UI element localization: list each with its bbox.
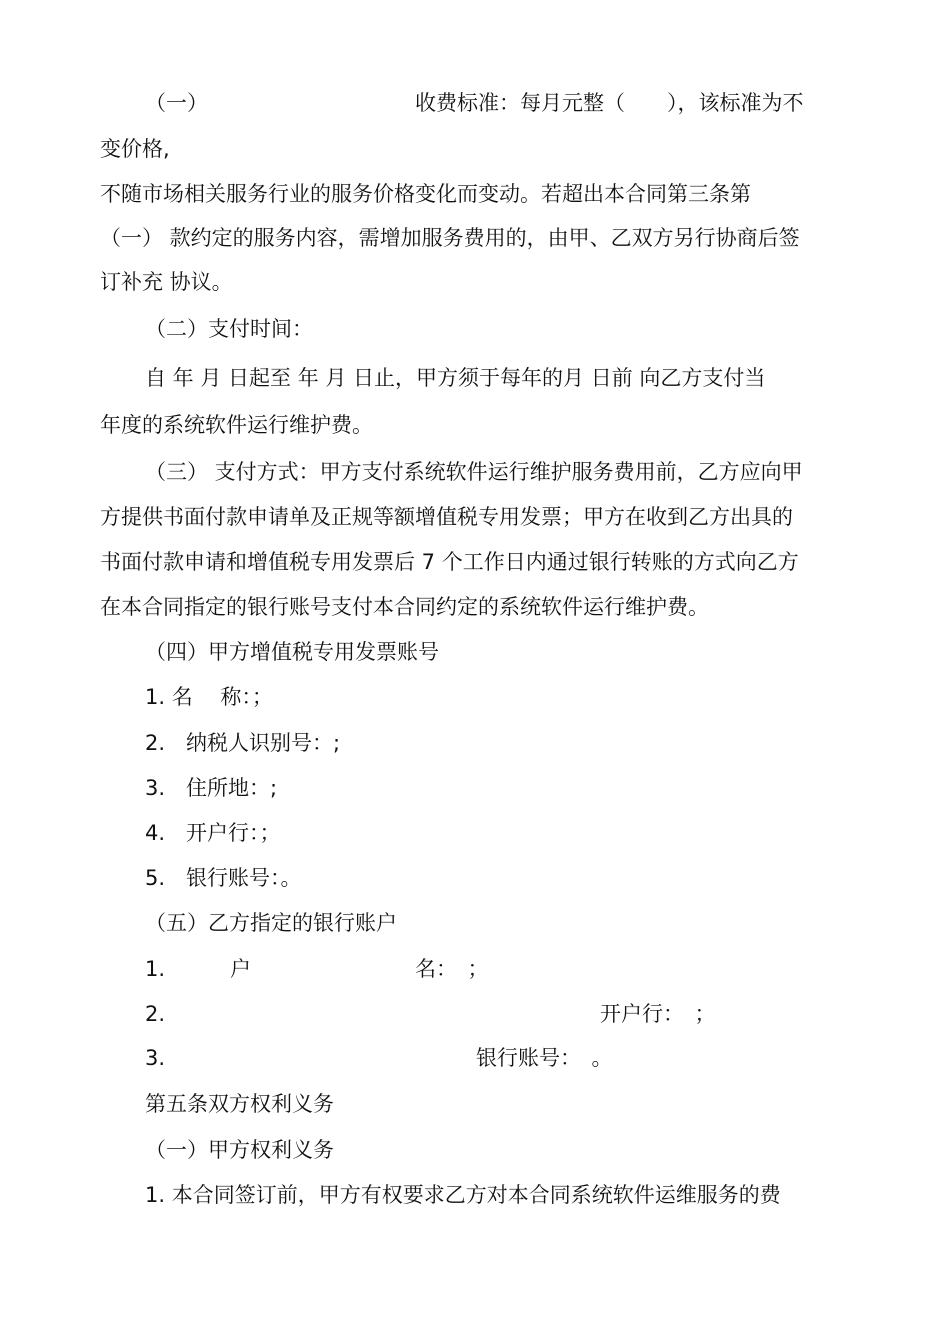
account-name-label-part: 户 [230, 957, 251, 981]
list-number: 1. [145, 957, 166, 981]
section-heading-invoice-account: （四）甲方增值税专用发票账号 [145, 640, 439, 664]
list-number: 2. [145, 1002, 166, 1026]
paragraph-line: 自 年 月 日起至 年 月 日止，甲方须于每年的月 日前 向乙方支付当 [145, 366, 766, 390]
paragraph-line: 订补充 协议。 [100, 270, 233, 294]
paragraph-line: 1. 本合同签订前，甲方有权要求乙方对本合同系统软件运维服务的费 [145, 1183, 781, 1207]
list-item: 1. 名 称：； [145, 685, 273, 709]
paragraph-line: 书面付款申请和增值税专用发票后 7 个工作日内通过银行转账的方式向乙方 [100, 550, 799, 574]
paragraph-line: （三） 支付方式：甲方支付系统软件运行维护服务费用前，乙方应向甲 [145, 460, 803, 484]
paragraph-line: （一） 款约定的服务内容，需增加服务费用的，由甲、乙双方另行协商后签 [100, 226, 800, 250]
list-item: 3. 住所地：; [145, 776, 278, 800]
section-heading-payment-time: （二）支付时间： [145, 317, 313, 341]
list-item: 5. 银行账号：。 [145, 866, 302, 890]
paragraph-line: 年度的系统软件运行维护费。 [100, 413, 373, 437]
section-heading-bank-account: （五）乙方指定的银行账户 [145, 911, 397, 935]
paragraph-line: 不随市场相关服务行业的服务价格变化而变动。若超出本合同第三条第 [100, 182, 751, 206]
paragraph-line: 变价格, [100, 137, 170, 161]
clause-number: （一） [145, 91, 208, 115]
bank-account-label: 银行账号： 。 [476, 1046, 613, 1070]
paragraph-line: 在本合同指定的银行账号支付本合同约定的系统软件运行维护费。 [100, 595, 709, 619]
paragraph-line: 方提供书面付款申请单及正规等额增值税专用发票；甲方在收到乙方出具的 [100, 505, 793, 529]
article-heading: 第五条双方权利义务 [145, 1092, 334, 1116]
list-number: 3. [145, 1046, 166, 1070]
account-name-label-part: 名： ； [415, 957, 489, 981]
bank-branch-label: 开户行： ； [600, 1002, 716, 1026]
list-item: 4. 开户行：； [145, 821, 281, 845]
list-item: 2. 纳税人识别号：; [145, 731, 341, 755]
fee-standard-text: 收费标准：每月元整（ ），该标准为不 [415, 91, 804, 115]
section-heading-party-a: （一）甲方权利义务 [145, 1138, 334, 1162]
